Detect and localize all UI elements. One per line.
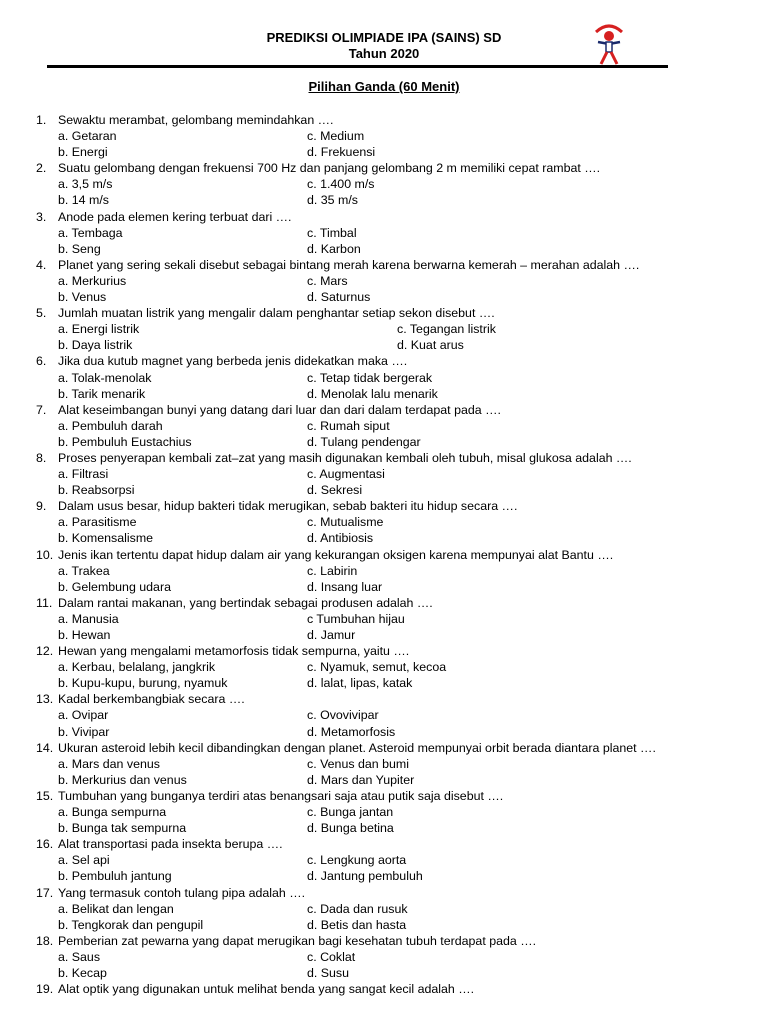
question-text: Pemberian zat pewarna yang dapat merugikan bagi kesehatan tubuh terdapat pada …. bbox=[58, 933, 537, 948]
question-number: 9. bbox=[36, 499, 47, 514]
question-text: Proses penyerapan kembali zat–zat yang masih digunakan kembali oleh tubuh, misal glukosa adalah …. bbox=[58, 450, 632, 465]
question-text: Alat keseimbangan bunyi yang datang dari luar dan dari dalam terdapat pada …. bbox=[58, 402, 501, 417]
answer-option: b. Komensalisme bbox=[58, 531, 154, 546]
answer-option: c. Nyamuk, semut, kecoa bbox=[307, 660, 447, 675]
question-number: 5. bbox=[36, 306, 47, 321]
question-stem-row bbox=[0, 595, 768, 611]
document-title: PREDIKSI OLIMPIADE IPA (SAINS) SD bbox=[266, 30, 502, 45]
option-row bbox=[0, 772, 768, 788]
question-item bbox=[0, 160, 768, 208]
option-row bbox=[0, 386, 768, 402]
answer-option: a. Mars dan venus bbox=[58, 756, 160, 771]
question-item bbox=[0, 885, 768, 933]
question-item bbox=[0, 836, 768, 884]
question-text: Ukuran asteroid lebih kecil dibandingkan dengan planet. Asteroid mempunyai orbit berada diantara planet …. bbox=[58, 740, 656, 755]
olympiad-logo-icon bbox=[592, 22, 626, 66]
question-item bbox=[0, 305, 768, 353]
answer-option: a. 3,5 m/s bbox=[58, 177, 113, 192]
answer-option: b. Kecap bbox=[58, 965, 107, 980]
answer-option: b. Kupu-kupu, burung, nyamuk bbox=[58, 676, 228, 691]
answer-option: a. Tolak-menolak bbox=[58, 370, 152, 385]
question-stem-row bbox=[0, 885, 768, 901]
answer-option: c. Mars bbox=[307, 273, 348, 288]
option-row bbox=[0, 530, 768, 546]
answer-option: a. Belikat dan lengan bbox=[58, 901, 174, 916]
answer-option: d. Antibiosis bbox=[307, 531, 374, 546]
answer-option: c. Labirin bbox=[307, 563, 358, 578]
option-row bbox=[0, 868, 768, 884]
answer-option: a. Trakea bbox=[58, 563, 110, 578]
question-number: 2. bbox=[36, 161, 47, 176]
question-stem-row bbox=[0, 209, 768, 225]
option-row bbox=[0, 241, 768, 257]
option-row bbox=[0, 225, 768, 241]
option-row bbox=[0, 563, 768, 579]
answer-option: c Tumbuhan hijau bbox=[307, 611, 405, 626]
option-row bbox=[0, 724, 768, 740]
question-item bbox=[0, 788, 768, 836]
question-item bbox=[0, 353, 768, 401]
answer-option: d. Mars dan Yupiter bbox=[307, 772, 415, 787]
question-number: 18. bbox=[36, 933, 54, 948]
option-row bbox=[0, 611, 768, 627]
option-row bbox=[0, 128, 768, 144]
question-stem-row bbox=[0, 933, 768, 949]
answer-option: c. Dada dan rusuk bbox=[307, 901, 408, 916]
question-item bbox=[0, 691, 768, 739]
option-row bbox=[0, 675, 768, 691]
option-row bbox=[0, 756, 768, 772]
question-text: Tumbuhan yang bunganya terdiri atas benangsari saja atau putik saja disebut …. bbox=[58, 788, 504, 803]
option-row bbox=[0, 804, 768, 820]
answer-option: d. lalat, lipas, katak bbox=[307, 676, 413, 691]
answer-option: a. Manusia bbox=[58, 611, 119, 626]
answer-option: a. Filtrasi bbox=[58, 467, 109, 482]
answer-option: d. Menolak lalu menarik bbox=[307, 386, 438, 401]
question-text: Kadal berkembangbiak secara …. bbox=[58, 692, 245, 707]
question-item bbox=[0, 740, 768, 788]
question-text: Alat optik yang digunakan untuk melihat benda yang sangat kecil adalah …. bbox=[58, 982, 475, 997]
question-item bbox=[0, 112, 768, 160]
question-stem-row bbox=[0, 353, 768, 369]
question-item bbox=[0, 209, 768, 257]
answer-option: b. Daya listrik bbox=[58, 338, 133, 353]
option-row bbox=[0, 852, 768, 868]
section-subtitle: Pilihan Ganda (60 Menit) bbox=[308, 79, 460, 94]
answer-option: d. Frekuensi bbox=[307, 145, 376, 160]
answer-option: c. Mutualisme bbox=[307, 515, 384, 530]
option-row bbox=[0, 659, 768, 675]
question-item bbox=[0, 402, 768, 450]
answer-option: c. Lengkung aorta bbox=[307, 853, 407, 868]
answer-option: c. Rumah siput bbox=[307, 418, 390, 433]
answer-option: d. Kuat arus bbox=[397, 338, 464, 353]
option-row bbox=[0, 434, 768, 450]
question-text: Jumlah muatan listrik yang mengalir dalam penghantar setiap sekon disebut …. bbox=[58, 306, 495, 321]
answer-option: d. Karbon bbox=[307, 241, 361, 256]
answer-option: d. Bunga betina bbox=[307, 821, 394, 836]
question-text: Hewan yang mengalami metamorfosis tidak sempurna, yaitu …. bbox=[58, 644, 410, 659]
answer-option: b. Bunga tak sempurna bbox=[58, 821, 187, 836]
option-row bbox=[0, 418, 768, 434]
answer-option: b. Pembuluh Eustachius bbox=[58, 434, 192, 449]
option-row bbox=[0, 579, 768, 595]
question-stem-row bbox=[0, 981, 768, 997]
option-row bbox=[0, 482, 768, 498]
option-row bbox=[0, 627, 768, 643]
question-item bbox=[0, 450, 768, 498]
question-number: 8. bbox=[36, 450, 47, 465]
question-number: 15. bbox=[36, 788, 54, 803]
answer-option: b. Hewan bbox=[58, 628, 111, 642]
option-row bbox=[0, 370, 768, 386]
question-text: Dalam usus besar, hidup bakteri tidak merugikan, sebab bakteri itu hidup secara …. bbox=[58, 499, 518, 514]
question-item bbox=[0, 643, 768, 691]
option-row bbox=[0, 337, 768, 353]
question-text: Planet yang sering sekali disebut sebagai bintang merah karena berwarna kemerah – merahan adalah …. bbox=[58, 257, 640, 272]
answer-option: d. Jantung pembuluh bbox=[307, 869, 423, 884]
question-stem-row bbox=[0, 112, 768, 128]
question-stem-row bbox=[0, 160, 768, 176]
question-number: 10. bbox=[36, 547, 54, 562]
question-number: 7. bbox=[36, 402, 47, 417]
option-row bbox=[0, 949, 768, 965]
answer-option: c. Timbal bbox=[307, 225, 357, 240]
answer-option: b. Tengkorak dan pengupil bbox=[58, 917, 204, 932]
question-stem-row bbox=[0, 450, 768, 466]
answer-option: c. Augmentasi bbox=[307, 467, 385, 482]
question-number: 17. bbox=[36, 885, 54, 900]
answer-option: c. Tegangan listrik bbox=[397, 322, 496, 337]
answer-option: b. Energi bbox=[58, 145, 108, 160]
question-stem-row bbox=[0, 740, 768, 756]
question-text: Dalam rantai makanan, yang bertindak sebagai produsen adalah …. bbox=[58, 595, 433, 610]
question-item bbox=[0, 981, 768, 997]
answer-option: b. Gelembung udara bbox=[58, 579, 171, 594]
option-row bbox=[0, 289, 768, 305]
question-item bbox=[0, 595, 768, 643]
option-row bbox=[0, 901, 768, 917]
question-number: 13. bbox=[36, 692, 54, 707]
option-row bbox=[0, 321, 768, 337]
answer-option: a. Getaran bbox=[58, 129, 117, 144]
answer-option: b. Pembuluh jantung bbox=[58, 869, 172, 884]
question-stem-row bbox=[0, 691, 768, 707]
answer-option: a. Sel api bbox=[58, 853, 110, 868]
question-list bbox=[0, 112, 768, 997]
answer-option: c. 1.400 m/s bbox=[307, 177, 375, 192]
answer-option: d. 35 m/s bbox=[307, 193, 358, 208]
document-year: Tahun 2020 bbox=[348, 46, 420, 61]
question-number: 3. bbox=[36, 209, 47, 224]
option-row bbox=[0, 144, 768, 160]
answer-option: c. Tetap tidak bergerak bbox=[307, 370, 433, 385]
answer-option: d. Sekresi bbox=[307, 483, 363, 498]
question-stem-row bbox=[0, 305, 768, 321]
answer-option: b. Tarik menarik bbox=[58, 386, 146, 401]
answer-option: a. Ovipar bbox=[58, 708, 109, 723]
answer-option: d. Betis dan hasta bbox=[307, 917, 407, 932]
question-stem-row bbox=[0, 257, 768, 273]
answer-option: a. Saus bbox=[58, 949, 101, 964]
question-stem-row bbox=[0, 788, 768, 804]
question-stem-row bbox=[0, 836, 768, 852]
question-text: Anode pada elemen kering terbuat dari …. bbox=[58, 209, 292, 224]
answer-option: a. Kerbau, belalang, jangkrik bbox=[58, 660, 216, 675]
question-item bbox=[0, 933, 768, 981]
answer-option: c. Venus dan bumi bbox=[307, 756, 409, 771]
question-number: 4. bbox=[36, 257, 47, 272]
question-number: 1. bbox=[36, 113, 47, 127]
answer-option: a. Parasitisme bbox=[58, 515, 137, 530]
question-number: 6. bbox=[36, 354, 47, 369]
answer-option: a. Merkurius bbox=[58, 273, 127, 288]
option-row bbox=[0, 707, 768, 723]
option-row bbox=[0, 820, 768, 836]
answer-option: b. Vivipar bbox=[58, 724, 110, 739]
answer-option: b. 14 m/s bbox=[58, 193, 109, 208]
question-text: Jenis ikan tertentu dapat hidup dalam air yang kekurangan oksigen karena mempunyai alat Bantu …. bbox=[58, 547, 614, 562]
option-row bbox=[0, 192, 768, 208]
answer-option: a. Tembaga bbox=[58, 225, 123, 240]
question-number: 12. bbox=[36, 644, 54, 659]
answer-option: b. Venus bbox=[58, 290, 107, 305]
answer-option: a. Bunga sempurna bbox=[58, 805, 167, 820]
answer-option: c. Ovovivipar bbox=[307, 708, 379, 723]
question-text: Sewaktu merambat, gelombang memindahkan …. bbox=[58, 113, 334, 127]
answer-option: c. Coklat bbox=[307, 949, 356, 964]
answer-option: b. Merkurius dan venus bbox=[58, 772, 187, 787]
question-text: Alat transportasi pada insekta berupa …. bbox=[58, 837, 283, 852]
answer-option: c. Medium bbox=[307, 129, 365, 144]
answer-option: d. Saturnus bbox=[307, 290, 371, 305]
answer-option: a. Pembuluh darah bbox=[58, 418, 163, 433]
question-stem-row bbox=[0, 402, 768, 418]
answer-option: d. Insang luar bbox=[307, 579, 383, 594]
option-row bbox=[0, 466, 768, 482]
document-header bbox=[0, 30, 768, 62]
header-divider bbox=[47, 65, 668, 68]
answer-option: d. Susu bbox=[307, 965, 350, 980]
answer-option: d. Tulang pendengar bbox=[307, 434, 421, 449]
question-text: Jika dua kutub magnet yang berbeda jenis didekatkan maka …. bbox=[58, 354, 408, 369]
question-number: 16. bbox=[36, 837, 54, 852]
question-stem-row bbox=[0, 547, 768, 563]
question-item bbox=[0, 547, 768, 595]
question-item bbox=[0, 498, 768, 546]
question-number: 14. bbox=[36, 740, 54, 755]
answer-option: c. Bunga jantan bbox=[307, 805, 394, 820]
option-row bbox=[0, 965, 768, 981]
option-row bbox=[0, 176, 768, 192]
question-item bbox=[0, 257, 768, 305]
option-row bbox=[0, 514, 768, 530]
answer-option: b. Reabsorpsi bbox=[58, 483, 135, 498]
answer-option: a. Energi listrik bbox=[58, 322, 140, 337]
answer-option: b. Seng bbox=[58, 241, 101, 256]
question-text: Suatu gelombang dengan frekuensi 700 Hz dan panjang gelombang 2 m memiliki cepat rambat …. bbox=[58, 161, 601, 176]
question-number: 11. bbox=[36, 595, 53, 610]
option-row bbox=[0, 273, 768, 289]
option-row bbox=[0, 917, 768, 933]
answer-option: d. Metamorfosis bbox=[307, 724, 396, 739]
question-stem-row bbox=[0, 643, 768, 659]
question-stem-row bbox=[0, 498, 768, 514]
answer-option: d. Jamur bbox=[307, 628, 356, 642]
question-text: Yang termasuk contoh tulang pipa adalah …. bbox=[58, 885, 306, 900]
question-number: 19. bbox=[36, 982, 54, 997]
